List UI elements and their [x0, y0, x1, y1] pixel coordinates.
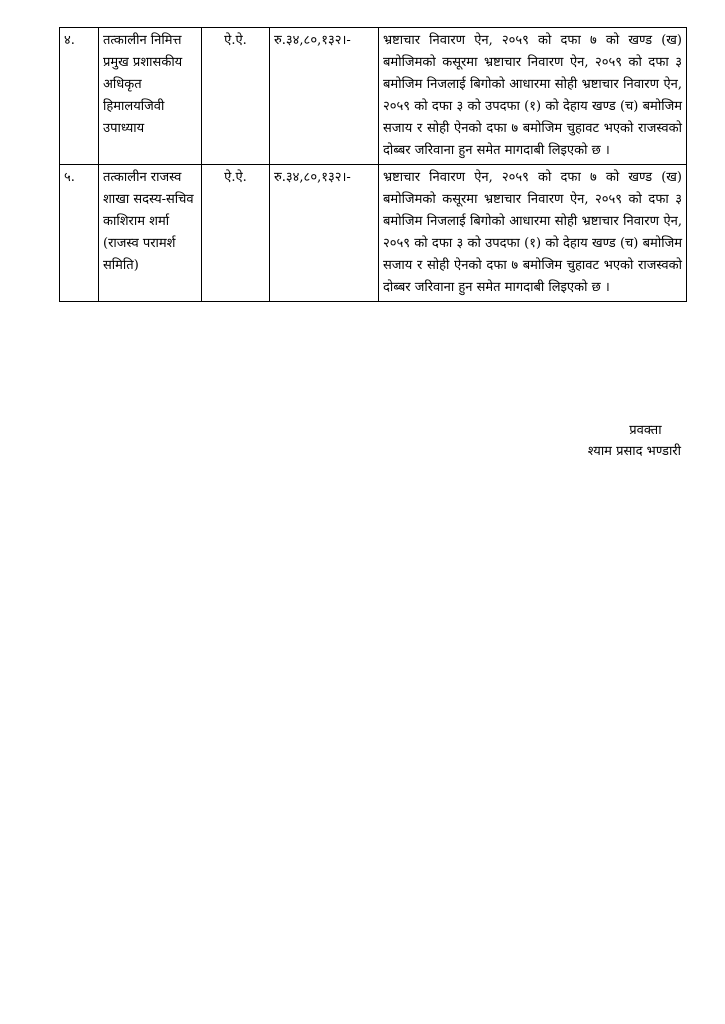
claim-description-cell: भ्रष्टाचार निवारण ऐन, २०५९ को दफा ७ को खण्ड (ख) बमोजिमको कसूरमा भ्रष्टाचार निवारण ऐन, २०५९ को दफा ३ बमोजिम निजलाई बिगोको आधारमा सोही भ्रष्टाचार निवारण ऐन, २०५९ को दफा ३ को उपदफा (१) को देहाय खण्ड (च) बमोजिम सजाय र सोही ऐनको दफा ७ बमोजिम चुहावट भएको राजस्वको दोब्बर जरिवाना हुन समेत मागदाबी लिइएको छ । — [379, 28, 687, 165]
signatory-name: श्याम प्रसाद भण्डारी — [587, 444, 681, 459]
claim-description-cell: भ्रष्टाचार निवारण ऐन, २०५९ को दफा ७ को खण्ड (ख) बमोजिमको कसूरमा भ्रष्टाचार निवारण ऐन, २०५९ को दफा ३ बमोजिम निजलाई बिगोको आधारमा सोही भ्रष्टाचार निवारण ऐन, २०५९ को दफा ३ को उपदफा (१) को देहाय खण्ड (च) बमोजिम सजाय र सोही ऐनको दफा ७ बमोजिम चुहावट भएको राजस्वको दोब्बर जरिवाना हुन समेत मागदाबी लिइएको छ । — [379, 165, 687, 302]
amount-cell: रु.३४,८०,१३२।- — [270, 165, 379, 302]
signature-block — [588, 420, 681, 462]
serial-number-cell: ४. — [60, 28, 99, 165]
accused-name-cell: तत्कालीन राजस्व शाखा सदस्य-सचिव काशिराम शर्मा (राजस्व परामर्श समिति) — [99, 165, 202, 302]
accused-name-cell: तत्कालीन निमित्त प्रमुख प्रशासकीय अधिकृत हिमालयजिवी उपाध्याय — [99, 28, 202, 165]
case-table — [59, 27, 687, 302]
case-type-cell: ऐ.ऐ. — [202, 28, 270, 165]
case-type-cell: ऐ.ऐ. — [202, 165, 270, 302]
table-row — [60, 28, 687, 165]
amount-cell: रु.३४,८०,१३२।- — [270, 28, 379, 165]
signatory-role: प्रवक्ता — [629, 423, 662, 438]
table-row — [60, 165, 687, 302]
serial-number-cell: ५. — [60, 165, 99, 302]
